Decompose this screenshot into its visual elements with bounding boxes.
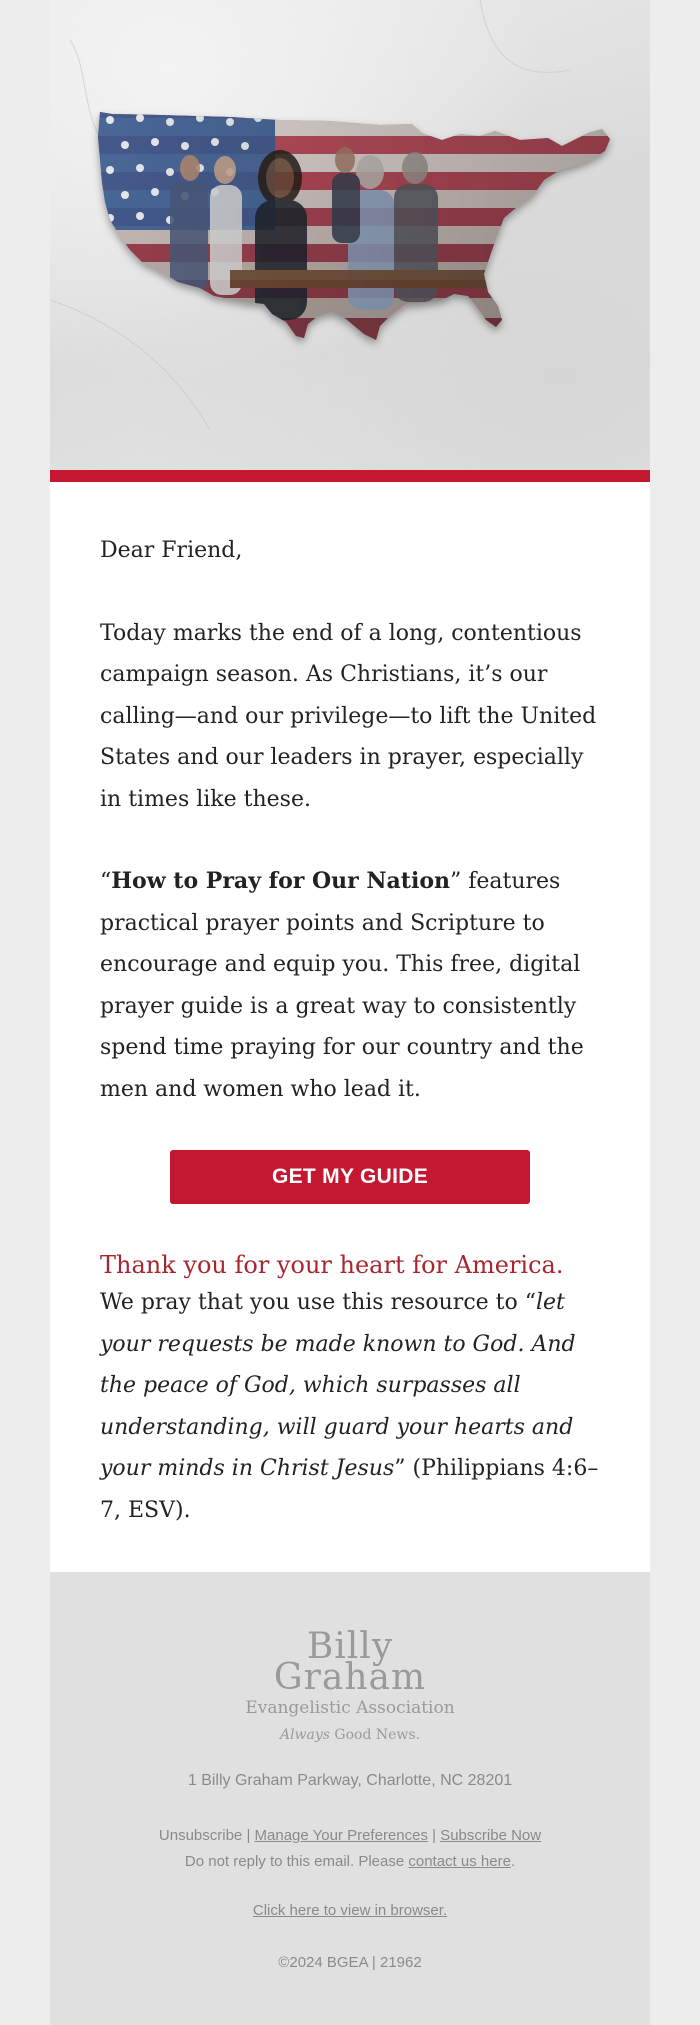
- thanks-heading: Thank you for your heart for America.: [100, 1251, 564, 1279]
- hero-divider-bar: [50, 470, 650, 482]
- tagline-rest: Good News.: [329, 1727, 421, 1743]
- get-my-guide-button[interactable]: GET MY GUIDE: [170, 1150, 530, 1204]
- email-container: [50, 0, 650, 2025]
- email-body: [50, 482, 650, 1531]
- logo-tagline: [50, 1720, 650, 1750]
- guide-description: ” features practical prayer points and Scripture to encourage and equip you. This free, digital prayer guide is a great way to consistently spend time praying for our country and the men and women who lead it.: [100, 869, 584, 1102]
- intro-paragraph: Today marks the end of a long, contentious campaign season. As Christians, it’s our calling—and our privilege—to lift the United States and our leaders in prayer, especially in times like these.: [100, 620, 597, 812]
- view-in-browser-link[interactable]: Click here to view in browser.: [252, 1902, 448, 1919]
- manage-preferences-link[interactable]: Manage Your Preferences: [254, 1827, 428, 1844]
- view-in-browser-row: [50, 1902, 650, 1919]
- subscription-links-row: [50, 1823, 650, 1849]
- usa-flag-map-illustration: [50, 0, 650, 470]
- logo-graham: Graham: [273, 1657, 427, 1698]
- footer-address: 1 Billy Graham Parkway, Charlotte, NC 28201: [187, 1772, 513, 1789]
- copyright: ©2024 BGEA | 21962: [278, 1954, 422, 1971]
- guide-paragraph: [100, 861, 600, 1110]
- subscribe-now-link[interactable]: Subscribe Now: [440, 1827, 542, 1844]
- guide-title: How to Pray for Our Nation: [111, 868, 450, 894]
- period: .: [510, 1853, 516, 1870]
- cta-container: [100, 1150, 600, 1204]
- scripture-quote: let your requests be made known to God. And the peace of God, which surpasses all understanding, will guard your hearts and your minds in Christ Jesus: [100, 1290, 576, 1481]
- unsubscribe-text[interactable]: Unsubscribe: [158, 1827, 243, 1844]
- email-footer: [50, 1572, 650, 2025]
- contact-us-link[interactable]: contact us here: [408, 1853, 511, 1870]
- hero-image: [50, 0, 650, 470]
- tagline-italic: Always: [279, 1727, 330, 1743]
- open-quote: “: [100, 869, 112, 894]
- salutation: Dear Friend,: [100, 538, 243, 563]
- do-not-reply-text: Do not reply to this email. Please: [184, 1853, 409, 1870]
- bgea-logo: [50, 1626, 650, 1750]
- scripture-paragraph: [100, 1282, 600, 1531]
- footer-links: [50, 1823, 650, 1875]
- logo-billy: Billy: [306, 1626, 394, 1667]
- do-not-reply-row: [50, 1849, 650, 1875]
- separator: |: [427, 1827, 441, 1844]
- separator: |: [242, 1827, 255, 1844]
- scripture-lead: We pray that you use this resource to “: [100, 1290, 536, 1315]
- logo-evangelistic-association: Evangelistic Association: [245, 1698, 455, 1718]
- scripture-reference: ” (Philippians 4:6–7, ESV).: [100, 1456, 599, 1523]
